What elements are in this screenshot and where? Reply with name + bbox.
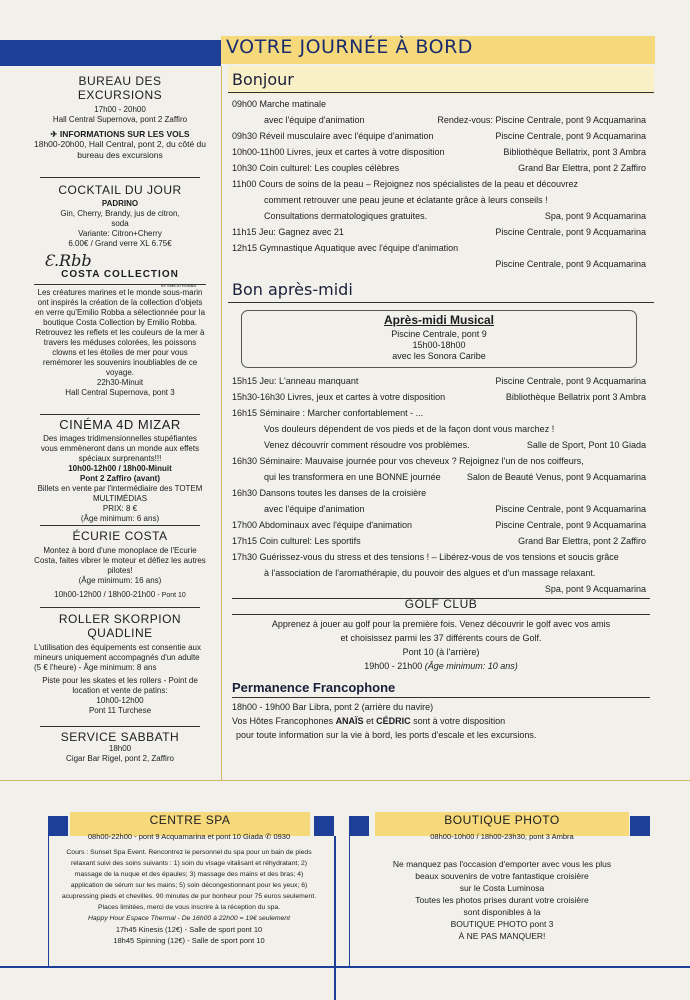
ecurie-title: ÉCURIE COSTA xyxy=(72,529,168,543)
divider xyxy=(228,92,654,93)
roller-text2: Piste pour les skates et les rollers - Point de location et vente de patins: xyxy=(42,676,198,695)
schedule-row xyxy=(232,405,650,421)
schedule-activity: Consultations dermatologiques gratuites. xyxy=(264,211,428,221)
schedule-row xyxy=(232,373,650,389)
ecurie-hours: 10h00-12h00 / 18h00-21h00 xyxy=(54,590,156,599)
roller-title: ROLLER SKORPION QUADLINE xyxy=(58,612,182,640)
schedule-row xyxy=(232,224,650,240)
text-line: beaux souvenirs de votre fantastique croisière xyxy=(415,871,589,881)
permanence-line3: pour toute information sur la vie à bord, les ports d'escale et les excursions. xyxy=(236,730,537,740)
cocktail-price: 6.00€ / Grand verre XL 6.75€ xyxy=(68,239,172,248)
spa-frame-left xyxy=(48,836,49,966)
schedule-location: Spa, pont 9 Acquamarina xyxy=(544,211,646,221)
permanence-line2: Vos Hôtes Francophones ANAÏS et CÉDRIC sont à votre disposition xyxy=(232,716,506,726)
photo-text-block xyxy=(375,858,629,942)
cinema-title: CINÉMA 4D MIZAR xyxy=(59,417,181,432)
schedule-location: Piscine Centrale, pont 9 Acquamarina xyxy=(495,259,646,269)
schedule-row xyxy=(232,517,650,533)
schedule-activity: 09h30 Réveil musculaire avec l'équipe d'animation xyxy=(232,131,434,141)
cinema-price: PRIX: 8 € xyxy=(102,504,138,513)
ecurie-section xyxy=(34,529,206,601)
ecurie-schedule xyxy=(34,590,206,601)
bottom-blue-line xyxy=(0,966,690,968)
schedule-activity: 15h30-16h30 Livres, jeux et cartes à votre disposition xyxy=(232,392,446,402)
schedule-row xyxy=(232,240,650,256)
costa-location: Hall Central Supernova, pont 3 xyxy=(65,388,175,397)
divider xyxy=(40,726,200,727)
schedule-row xyxy=(232,128,650,144)
spa-spinning: 18h45 Spinning (12€) - Salle de sport pont 10 xyxy=(113,936,265,945)
schedule-row xyxy=(232,421,650,437)
bottom-divider xyxy=(0,780,690,781)
musical-location: Piscine Centrale, pont 9 xyxy=(391,329,487,339)
apres-title: Bon après-midi xyxy=(232,280,353,299)
costa-hours: 22h30-Minuit xyxy=(96,378,144,387)
divider xyxy=(40,177,200,178)
schedule-row xyxy=(232,453,650,469)
permanence-line1: 18h00 - 19h00 Bar Libra, pont 2 (arrière du navire) xyxy=(232,702,434,712)
schedule-location: Spa, pont 9 Acquamarina xyxy=(544,584,646,594)
apres-schedule xyxy=(232,373,650,597)
schedule-location: Bibliothèque Bellatrix, pont 3 Ambra xyxy=(503,147,646,157)
musical-box xyxy=(241,310,637,368)
golf-location: Pont 10 (à l'arrière) xyxy=(402,647,480,657)
schedule-location: Bibliothèque Bellatrix pont 3 Ambra xyxy=(505,392,646,402)
cocktail-title: COCKTAIL DU JOUR xyxy=(58,183,182,197)
schedule-location: Rendez-vous: Piscine Centrale, pont 9 Acquamarina xyxy=(437,115,646,125)
schedule-row xyxy=(232,208,650,224)
text-line: sont disponibles à la xyxy=(463,907,541,917)
spa-kinesis: 17h45 Kinesis (12€) - Salle de sport pont 10 xyxy=(115,925,263,934)
musical-band: avec les Sonora Caribe xyxy=(392,351,486,361)
schedule-row xyxy=(232,176,650,192)
photo-square xyxy=(349,816,369,836)
bonjour-title: Bonjour xyxy=(232,70,294,89)
blue-header-bar xyxy=(0,40,221,66)
costa-section xyxy=(34,251,206,398)
schedule-activity: Venez découvrir comment résoudre vos problèmes. xyxy=(264,440,470,450)
schedule-activity: 17h15 Coin culturel: Les sportifs xyxy=(232,536,361,546)
photo-title: BOUTIQUE PHOTO xyxy=(444,813,560,827)
host-anais: ANAÏS xyxy=(335,716,364,726)
schedule-activity: 09h00 Marche matinale xyxy=(232,99,327,109)
costa-logo: Ɛ.Rbb COSTA COLLECTION BY EMILIO ROBBA xyxy=(34,256,206,285)
spa-description: Cours : Sunset Spa Event. Rencontrez le personnel du spa pour un bain de pieds relaxant suivi des soins suivants : 1) soin du visage vitalisant et réhydratant; 2) massage de la nuque et des épaules; 3) massage des mains et des bras; 4) application de sérum sur les mains; 5) soin décongestionnant pour les yeux; 6) acupressing pieds et chevilles. 90 minutes de pur bonheur pour 75 euros seulement. Places limitées, merci de vous inscrire à la réception du spa. xyxy=(61,849,317,911)
divider xyxy=(232,614,650,615)
schedule-row xyxy=(232,533,650,549)
permanence-title: Permanence Francophone xyxy=(232,680,396,695)
flights-title: INFORMATIONS SUR LES VOLS xyxy=(59,129,190,139)
excursions-hours: 17h00 - 20h00 xyxy=(94,105,146,114)
flights-title-row xyxy=(34,129,206,139)
schedule-activity: 11h15 Jeu: Gagnez avec 21 xyxy=(232,227,344,237)
musical-title: Après-midi Musical xyxy=(383,313,495,327)
roller-section xyxy=(34,612,206,716)
excursions-section xyxy=(34,74,206,161)
schedule-row xyxy=(232,485,650,501)
sabbath-section xyxy=(34,730,206,764)
schedule-activity: avec l'équipe d'animation xyxy=(264,115,365,125)
schedule-location: Grand Bar Elettra, pont 2 Zaffiro xyxy=(518,536,646,546)
golf-hours: 19h00 - 21h00 xyxy=(364,661,423,671)
spa-happy-hour: Happy Hour Espace Thermal - De 16h00 à 22h00 = 19€ seulement xyxy=(88,915,290,922)
schedule-location: Piscine Centrale, pont 9 Acquamarina xyxy=(495,227,646,237)
cinema-section xyxy=(34,418,206,524)
schedule-activity: 10h00-11h00 Livres, jeux et cartes à votre disposition xyxy=(232,147,445,157)
schedule-activity: 17h30 Guérissez-vous du stress et des tensions ! – Libérez-vous de vos tensions et soucis grâce xyxy=(232,552,619,562)
excursions-title: BUREAU DES EXCURSIONS xyxy=(77,74,163,102)
sabbath-title: SERVICE SABBATH xyxy=(60,730,180,744)
schedule-row xyxy=(232,437,650,453)
schedule-activity: 10h30 Coin culturel: Les couples célèbres xyxy=(232,163,400,173)
schedule-row xyxy=(232,160,650,176)
schedule-row xyxy=(232,144,650,160)
schedule-row xyxy=(232,469,650,485)
golf-section xyxy=(232,617,650,673)
flights-text: 18h00-20h00, Hall Central, pont 2, du côté du bureau des excursions xyxy=(34,139,207,160)
divider xyxy=(40,525,200,526)
costa-text: Les créatures marines et le monde sous-marin ont inspirés la création de la collection d'objets en verre qu'Emilio Robba a sélectionnée pour la boutique Costa Collection by Emilio Robba. Retrouvez les reflets et les couleurs de la mer à travers les méduses colorées, les poissons clowns et les étoiles de mer pour vous remémorer les souvenirs inoubliables de ce voyage. xyxy=(34,288,206,377)
text-line: Ne manquez pas l'occasion d'emporter avec vous les plus xyxy=(392,859,612,869)
schedule-location: Piscine Centrale, pont 9 Acquamarina xyxy=(495,520,646,530)
roller-location: Pont 11 Turchese xyxy=(88,706,152,715)
costa-logo-sub: BY EMILIO ROBBA xyxy=(160,283,196,288)
divider xyxy=(40,607,200,608)
schedule-row xyxy=(232,256,650,272)
schedule-row xyxy=(232,112,650,128)
schedule-activity: avec l'équipe d'animation xyxy=(264,504,365,514)
cinema-hours: 10h00-12h00 / 18h00-Minuit xyxy=(68,464,172,473)
golf-line1: Apprenez à jouer au golf pour la première fois. Venez découvrir le golf avec vos amis xyxy=(271,619,611,629)
schedule-location: Piscine Centrale, pont 9 Acquamarina xyxy=(495,131,646,141)
cinema-age: (Âge minimum: 6 ans) xyxy=(80,514,160,523)
spa-text-block xyxy=(58,847,320,946)
photo-frame-left xyxy=(349,836,350,966)
sabbath-hours: 18h00 xyxy=(108,744,132,753)
divider xyxy=(40,414,200,415)
cocktail-name: PADRINO xyxy=(101,199,139,208)
cocktail-section xyxy=(34,183,206,249)
schedule-location: Piscine Centrale, pont 9 Acquamarina xyxy=(495,504,646,514)
photo-square-right xyxy=(630,816,650,836)
schedule-location: Grand Bar Elettra, pont 2 Zaffiro xyxy=(518,163,646,173)
golf-title: GOLF CLUB xyxy=(404,597,478,611)
golf-age: (Âge minimum: 10 ans) xyxy=(424,661,518,671)
schedule-activity: 16h30 Séminaire: Mauvaise journée pour vos cheveux ? Rejoignez l'un de nos coiffeurs, xyxy=(232,456,584,466)
cinema-text: Des images tridimensionnelles stupéfiantes vous emmèneront dans un monde aux effets spéciaux surprenants!!! xyxy=(40,434,200,463)
text-line: Toutes les photos prises durant votre croisière xyxy=(415,895,589,905)
schedule-activity: à l'association de l'aromathérapie, du pouvoir des algues et d'un massage relaxant. xyxy=(264,568,596,578)
sabbath-location: Cigar Bar Rigel, pont 2, Zaffiro xyxy=(66,754,174,763)
schedule-row xyxy=(232,501,650,517)
schedule-activity: 16h15 Séminaire : Marcher confortablement - ... xyxy=(232,408,424,418)
schedule-row xyxy=(232,96,650,112)
cinema-tickets: Billets en vente par l'intermédiaire des TOTEM MULTIMÉDIAS xyxy=(37,484,203,503)
cocktail-ingredients: Gin, Cherry, Brandy, jus de citron, soda xyxy=(60,209,180,228)
roller-hours: 10h00-12h00 xyxy=(96,696,144,705)
cinema-location: Pont 2 Zaffiro (avant) xyxy=(79,474,160,483)
schedule-activity: 15h15 Jeu: L'anneau manquant xyxy=(232,376,359,386)
schedule-location: Salle de Sport, Pont 10 Giada xyxy=(526,440,646,450)
golf-line2: et choisissez parmi les 37 différents cours de Golf. xyxy=(340,633,542,643)
spa-title: CENTRE SPA xyxy=(149,813,231,827)
schedule-activity: 12h15 Gymnastique Aquatique avec l'équipe d'animation xyxy=(232,243,459,253)
ecurie-text: Montez à bord d'une monoplace de l'Ecurie Costa, faites vibrer le moteur et défiez les autres pilotes! xyxy=(34,546,206,575)
schedule-activity: Vos douleurs dépendent de vos pieds et de la façon dont vous marchez ! xyxy=(264,424,555,434)
costa-logo-text: COSTA COLLECTION xyxy=(61,269,179,280)
text-line: sur le Costa Luminosa xyxy=(459,883,545,893)
ecurie-age: (Âge minimum: 16 ans) xyxy=(78,576,162,585)
text-line: BOUTIQUE PHOTO pont 3 xyxy=(450,919,554,929)
page-title: VOTRE JOURNÉE À BORD xyxy=(226,36,473,58)
text-line: À NE PAS MANQUER! xyxy=(458,931,546,941)
schedule-activity: 11h00 Cours de soins de la peau – Rejoignez nos spécialistes de la peau et découvrez xyxy=(232,179,579,189)
permanence-section xyxy=(232,700,650,742)
schedule-activity: 17h00 Abdominaux avec l'équipe d'animation xyxy=(232,520,413,530)
schedule-row xyxy=(232,192,650,208)
divider xyxy=(232,697,650,698)
schedule-activity: qui les transformera en une BONNE journée xyxy=(264,472,441,482)
schedule-row xyxy=(232,389,650,405)
divider xyxy=(228,302,654,303)
schedule-row xyxy=(232,581,650,597)
cocktail-variant: Variante: Citron+Cherry xyxy=(78,229,162,238)
airplane-icon: ✈ xyxy=(50,129,58,139)
schedule-activity: comment retrouver une peau jeune et éclatante grâce à leurs conseils ! xyxy=(264,195,548,205)
schedule-location: Salon de Beauté Venus, pont 9 Acquamarina xyxy=(466,472,646,482)
schedule-row xyxy=(232,549,650,565)
spa-frame-right xyxy=(334,836,336,1000)
roller-text: L'utilisation des équipements est consentie aux mineurs uniquement accompagnés d'un adulte (5 € l'heure) - Âge minimum: 8 ans xyxy=(34,643,201,672)
spa-hours: 08h00-22h00 - pont 9 Acquamarina et pont 10 Giada ✆ 0930 xyxy=(87,832,291,841)
musical-hours: 15h00-18h00 xyxy=(412,340,466,350)
column-divider xyxy=(221,66,222,780)
bonjour-schedule xyxy=(232,96,650,272)
schedule-row xyxy=(232,565,650,581)
ecurie-location: - Pont 10 xyxy=(157,592,186,599)
host-cedric: CÉDRIC xyxy=(376,716,411,726)
schedule-activity: 16h30 Dansons toutes les danses de la croisière xyxy=(232,488,427,498)
golf-schedule xyxy=(232,659,650,673)
schedule-location: Piscine Centrale, pont 9 Acquamarina xyxy=(495,376,646,386)
photo-hours: 08h00-10h00 / 18h00-23h30, pont 3 Ambra xyxy=(430,832,574,841)
excursions-location: Hall Central Supernova, pont 2 Zaffiro xyxy=(52,115,188,124)
